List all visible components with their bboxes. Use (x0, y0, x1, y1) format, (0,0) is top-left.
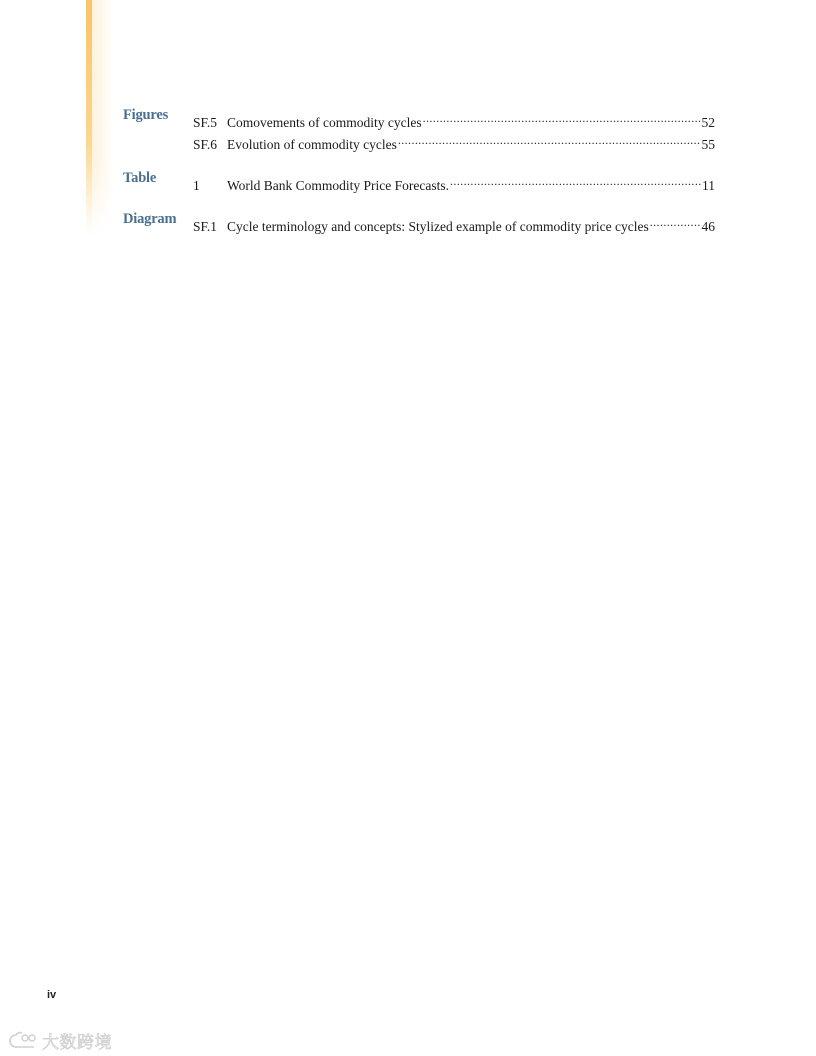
watermark (8, 1028, 112, 1053)
toc-entry-title: Comovements of commodity cycles (227, 115, 422, 130)
decorative-side-bar-glow (92, 0, 114, 235)
toc-entry-title: World Bank Commodity Price Forecasts. (227, 178, 450, 193)
toc-entry-number: SF.6 (193, 137, 218, 152)
toc-entry-page: 11 (702, 178, 715, 193)
dot-leader (398, 129, 701, 149)
toc-entry[interactable] (193, 170, 715, 193)
toc-group-label: Figures (123, 107, 169, 123)
toc-entry[interactable] (193, 107, 715, 130)
toc-entry-title: Evolution of commodity cycles (227, 137, 397, 152)
toc-entry-number: SF.5 (193, 115, 218, 130)
toc-entry-number: 1 (193, 178, 200, 193)
toc-entry-page: 52 (701, 115, 715, 130)
cloud-logo-icon (8, 1031, 38, 1051)
toc-entry-number: SF.1 (193, 219, 218, 234)
toc-entry-title: Cycle terminology and concepts: Stylized example of commodity price cycles (227, 219, 649, 234)
toc-group-label: Diagram (123, 211, 177, 227)
toc-entry[interactable] (193, 211, 715, 234)
page-number: iv (47, 989, 57, 1001)
toc-group-label: Table (123, 170, 157, 186)
toc-entry[interactable] (193, 129, 715, 152)
watermark-text: 大数跨境 (42, 1033, 112, 1053)
dot-leader (650, 211, 701, 231)
dot-leader (423, 107, 701, 127)
dot-leader (450, 170, 701, 190)
toc-entry-page: 55 (701, 137, 715, 152)
toc-entry-page: 46 (701, 219, 715, 234)
